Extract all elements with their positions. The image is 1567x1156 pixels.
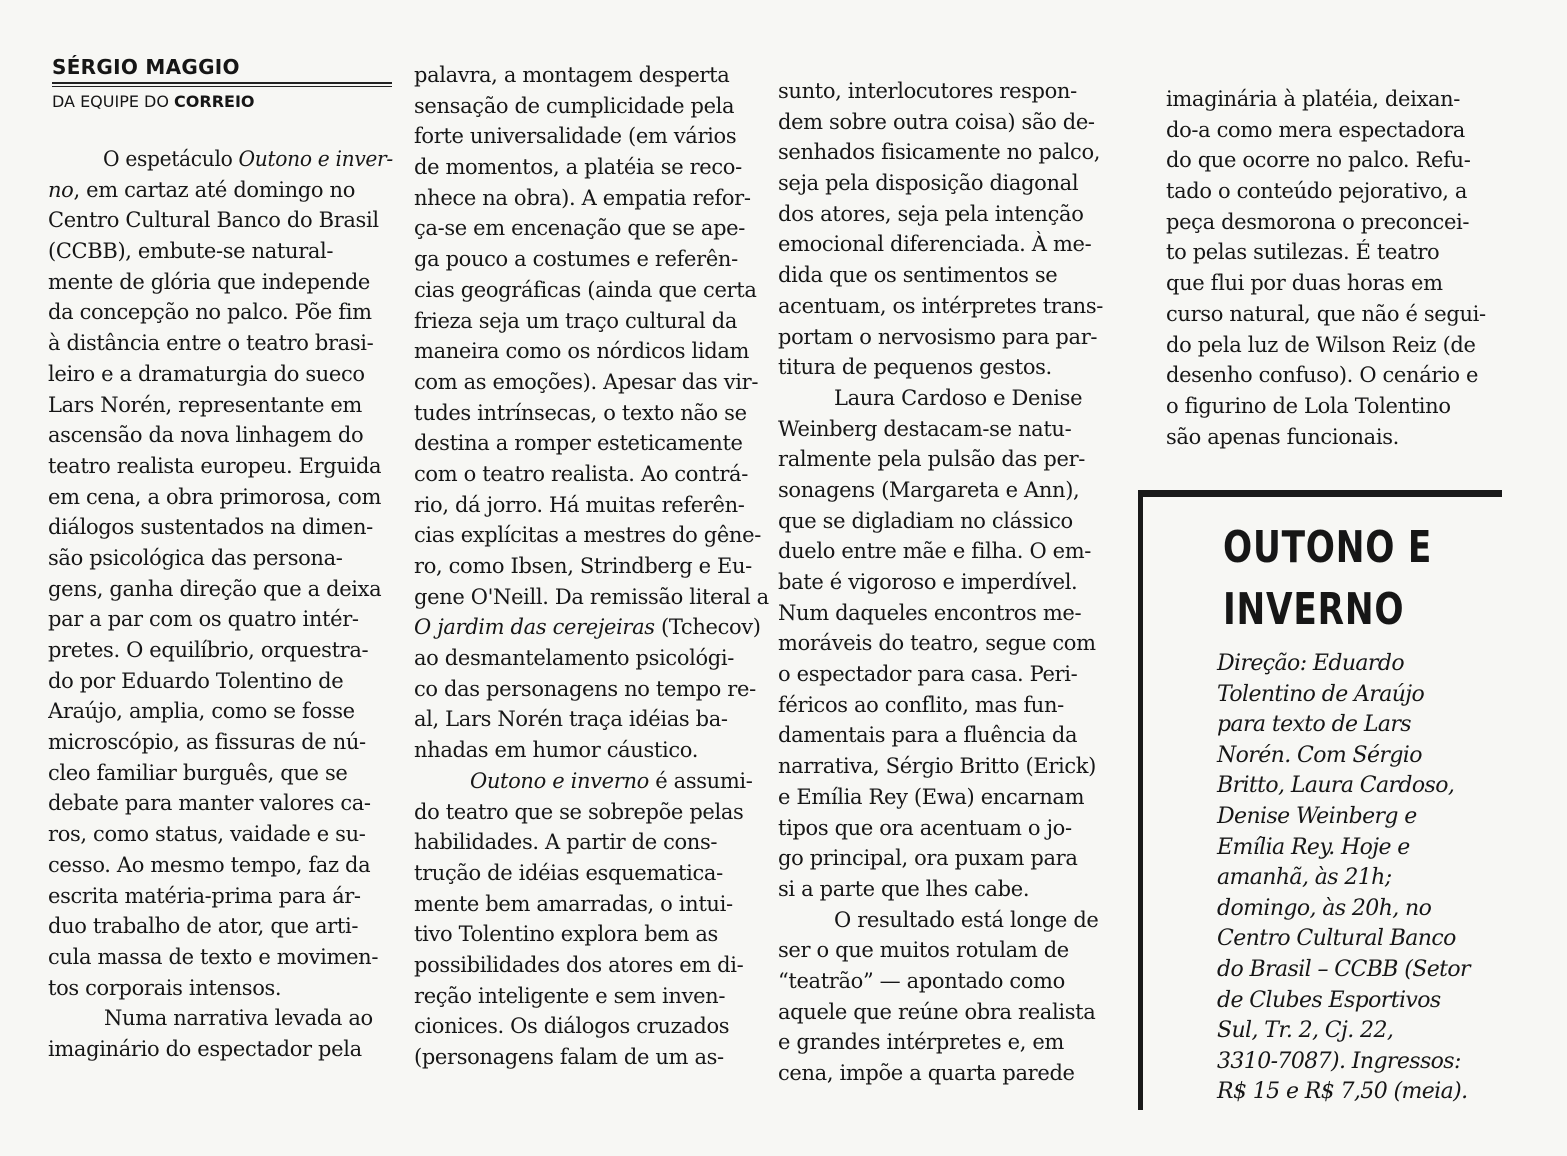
article-text: acentuam, os intérpretes trans- bbox=[778, 293, 1103, 318]
article-text: reção inteligente e sem inven- bbox=[414, 983, 726, 1008]
article-line bbox=[778, 720, 1138, 751]
article-line bbox=[48, 390, 393, 421]
article-text: e grandes intérpretes e, em bbox=[778, 1030, 1064, 1055]
byline-divider bbox=[52, 82, 392, 87]
article-line bbox=[1166, 84, 1516, 115]
article-line bbox=[778, 1058, 1138, 1089]
article-text: do por Eduardo Tolentino de bbox=[48, 668, 344, 693]
article-line bbox=[414, 889, 771, 920]
article-text: palavra, a montagem desperta bbox=[414, 63, 730, 87]
article-text: cias explícitas a mestres do gêne- bbox=[414, 523, 761, 548]
article-text: que se digladiam no clássico bbox=[778, 508, 1073, 533]
article-line bbox=[778, 659, 1138, 690]
article-line bbox=[778, 874, 1138, 905]
article-text: do teatro que se sobrepõe pelas bbox=[414, 799, 744, 824]
article-line bbox=[48, 574, 393, 605]
article-text: Weinberg destacam-se natu- bbox=[778, 416, 1072, 441]
article-line bbox=[48, 175, 393, 206]
article-line bbox=[48, 758, 393, 789]
article-text: sunto, interlocutores respon- bbox=[778, 79, 1077, 103]
article-text: à distância entre o teatro brasi- bbox=[48, 331, 374, 356]
article-italic-text: O jardim das cerejeiras bbox=[414, 615, 655, 640]
article-line bbox=[414, 490, 771, 521]
article-line bbox=[414, 183, 771, 214]
article-text: e Emília Rey (Ewa) encarnam bbox=[778, 784, 1085, 809]
article-text: ascensão da nova linhagem do bbox=[48, 423, 364, 448]
article-line bbox=[414, 152, 771, 183]
article-text: nhadas em humor cáustico. bbox=[414, 738, 699, 763]
article-line bbox=[414, 91, 771, 122]
article-line bbox=[778, 107, 1138, 138]
article-line bbox=[414, 919, 771, 950]
article-line bbox=[1166, 145, 1516, 176]
article-line bbox=[778, 76, 1138, 107]
article-line bbox=[414, 858, 771, 889]
article-text: trução de idéias esquematica- bbox=[414, 860, 723, 885]
article-line bbox=[48, 696, 393, 727]
info-box-line: R$ 15 e R$ 7,50 (meia). bbox=[1217, 1079, 1468, 1105]
article-text: mente bem amarradas, o intui- bbox=[414, 891, 733, 916]
article-line bbox=[778, 905, 1138, 936]
article-line bbox=[48, 881, 393, 912]
article-text: (personagens falam de um as- bbox=[414, 1045, 724, 1069]
article-italic-text: no bbox=[48, 177, 74, 202]
show-info-box bbox=[1138, 490, 1502, 1110]
article-text: tado o conteúdo pejorativo, a bbox=[1166, 179, 1468, 204]
article-text: são apenas funcionais. bbox=[1166, 424, 1399, 449]
article-text: sensação de cumplicidade pela bbox=[414, 93, 735, 118]
info-box-line: Norén. Com Sérgio bbox=[1217, 742, 1422, 768]
info-box-line: Centro Cultural Banco bbox=[1217, 926, 1456, 952]
article-line bbox=[1166, 207, 1516, 238]
article-text: ro, como Ibsen, Strindberg e Eu- bbox=[414, 554, 752, 578]
article-line bbox=[778, 628, 1138, 659]
article-line bbox=[778, 199, 1138, 230]
article-text: “teatrão” — apontado como bbox=[778, 968, 1065, 993]
article-text: dos atores, seja pela intenção bbox=[778, 201, 1084, 226]
article-text: o figurino de Lola Tolentino bbox=[1166, 393, 1451, 418]
article-text: da concepção no palco. Põe fim bbox=[48, 300, 372, 325]
article-line bbox=[778, 966, 1138, 997]
article-line bbox=[1166, 299, 1516, 330]
article-text: damentais para a fluência da bbox=[778, 723, 1078, 748]
article-text: ça-se em encenação que se ape- bbox=[414, 216, 745, 241]
article-line bbox=[48, 359, 393, 390]
article-text: destina a romper esteticamente bbox=[414, 431, 743, 456]
article-text: possibilidades dos atores em di- bbox=[414, 952, 744, 977]
info-box-line: 3310-7087). Ingressos: bbox=[1217, 1048, 1461, 1074]
article-text: cesso. Ao mesmo tempo, faz da bbox=[48, 852, 371, 877]
article-line bbox=[1166, 115, 1516, 146]
info-box-title-line: OUTONO E bbox=[1223, 522, 1433, 573]
article-text: O resultado está longe de bbox=[834, 907, 1099, 932]
article-line bbox=[414, 336, 771, 367]
info-box-line: amanhã, às 21h; bbox=[1217, 865, 1392, 891]
article-line bbox=[778, 567, 1138, 598]
article-line bbox=[48, 604, 393, 635]
article-line bbox=[778, 935, 1138, 966]
article-text: em cena, a obra primorosa, com bbox=[48, 484, 382, 509]
info-box-title bbox=[1223, 517, 1432, 641]
article-text: ros, como status, vaidade e su- bbox=[48, 822, 366, 847]
info-box-line: do Brasil – CCBB (Setor bbox=[1217, 956, 1470, 982]
article-line bbox=[1166, 237, 1516, 268]
info-box-line: Denise Weinberg e bbox=[1217, 803, 1417, 829]
article-line bbox=[778, 444, 1138, 475]
article-text: gens, ganha direção que a deixa bbox=[48, 576, 382, 601]
article-line bbox=[414, 643, 771, 674]
article-line bbox=[778, 137, 1138, 168]
team-prefix: DA EQUIPE DO bbox=[52, 92, 175, 111]
article-text: duelo entre mãe e filha. O em- bbox=[778, 539, 1092, 564]
article-line bbox=[1166, 360, 1516, 391]
article-text: par a par com os quatro intér- bbox=[48, 607, 359, 632]
article-text: cias geográficas (ainda que certa bbox=[414, 277, 757, 302]
article-italic-text: Outono e inverno bbox=[470, 768, 649, 793]
article-line bbox=[778, 690, 1138, 721]
article-text: sonagens (Margareta e Ann), bbox=[778, 477, 1080, 502]
article-text: teatro realista europeu. Erguida bbox=[48, 453, 382, 478]
article-line bbox=[778, 475, 1138, 506]
article-text: Laura Cardoso e Denise bbox=[834, 385, 1083, 410]
article-line bbox=[48, 543, 393, 574]
article-line bbox=[48, 1003, 393, 1034]
article-text: senhados fisicamente no palco, bbox=[778, 140, 1101, 165]
article-text: diálogos sustentados na dimen- bbox=[48, 515, 373, 540]
article-line bbox=[414, 459, 771, 490]
info-box-line: para texto de Lars bbox=[1217, 712, 1411, 738]
article-line bbox=[778, 813, 1138, 844]
article-text: Centro Cultural Banco do Brasil bbox=[48, 208, 379, 233]
article-line bbox=[1166, 391, 1516, 422]
article-line bbox=[414, 612, 771, 643]
article-text: com o teatro realista. Ao contrá- bbox=[414, 461, 748, 486]
article-line bbox=[48, 788, 393, 819]
article-line bbox=[778, 782, 1138, 813]
article-line bbox=[778, 536, 1138, 567]
article-line bbox=[48, 850, 393, 881]
article-line bbox=[414, 244, 771, 275]
article-line bbox=[414, 797, 771, 828]
info-box-line: domingo, às 20h, no bbox=[1217, 895, 1432, 921]
info-box-title-line: INVERNO bbox=[1223, 584, 1405, 635]
article-line bbox=[414, 674, 771, 705]
article-line bbox=[48, 512, 393, 543]
article-line bbox=[778, 229, 1138, 260]
article-line bbox=[778, 168, 1138, 199]
article-text: ralmente pela pulsão das per- bbox=[778, 447, 1086, 472]
article-text: frieza seja um traço cultural da bbox=[414, 308, 737, 333]
article-line bbox=[414, 950, 771, 981]
article-text: de momentos, a platéia se reco- bbox=[414, 155, 742, 180]
article-text: narrativa, Sérgio Britto (Erick) bbox=[778, 754, 1097, 779]
article-text: com as emoções). Apesar das vir- bbox=[414, 369, 759, 394]
article-text: aquele que reúne obra realista bbox=[778, 999, 1096, 1024]
article-line bbox=[778, 291, 1138, 322]
article-text: go principal, ora puxam para bbox=[778, 846, 1078, 871]
article-line bbox=[778, 751, 1138, 782]
article-text: habilidades. A partir de cons- bbox=[414, 830, 718, 855]
article-line bbox=[414, 704, 771, 735]
article-column-4 bbox=[1166, 84, 1516, 452]
article-text: seja pela disposição diagonal bbox=[778, 171, 1079, 196]
article-text: , em cartaz até domingo no bbox=[73, 177, 355, 202]
article-line bbox=[778, 598, 1138, 629]
article-text: mente de glória que independe bbox=[48, 269, 371, 294]
article-line bbox=[48, 267, 393, 298]
article-text: do que ocorre no palco. Refu- bbox=[1166, 148, 1471, 173]
article-text: microscópio, as fissuras de nú- bbox=[48, 730, 366, 755]
article-line bbox=[414, 827, 771, 858]
article-text: forte universalidade (em vários bbox=[414, 124, 737, 149]
article-text: imaginária à platéia, deixan- bbox=[1166, 87, 1461, 111]
article-line bbox=[48, 973, 393, 1004]
article-text: cionices. Os diálogos cruzados bbox=[414, 1014, 730, 1039]
article-text: tudes intrínsecas, o texto não se bbox=[414, 400, 747, 425]
article-text: do pela luz de Wilson Reiz (de bbox=[1166, 332, 1476, 357]
article-line bbox=[414, 520, 771, 551]
article-text: (CCBB), embute-se natural- bbox=[48, 239, 334, 264]
article-text: que flui por duas horas em bbox=[1166, 271, 1443, 296]
article-text: tos corporais intensos. bbox=[48, 975, 282, 1000]
article-text: cleo familiar burguês, que se bbox=[48, 760, 348, 785]
article-line bbox=[48, 328, 393, 359]
article-line bbox=[778, 1027, 1138, 1058]
article-line bbox=[414, 428, 771, 459]
article-text: al, Lars Norén traça idéias ba- bbox=[414, 707, 728, 732]
article-line bbox=[48, 236, 393, 267]
info-box-line: Britto, Laura Cardoso, bbox=[1217, 773, 1455, 799]
article-text: gene O'Neill. Da remissão literal a bbox=[414, 584, 769, 609]
article-text: tivo Tolentino explora bem as bbox=[414, 922, 718, 947]
article-text: Lars Norén, representante em bbox=[48, 392, 362, 417]
article-line bbox=[48, 819, 393, 850]
article-line bbox=[414, 766, 771, 797]
info-box-line: Sul, Tr. 2, Cj. 22, bbox=[1217, 1018, 1394, 1044]
article-text: si a parte que lhes cabe. bbox=[778, 876, 1030, 901]
article-text: nhece na obra). A empatia refor- bbox=[414, 185, 751, 210]
article-line bbox=[778, 414, 1138, 445]
info-box-line: de Clubes Esportivos bbox=[1217, 987, 1441, 1013]
article-line bbox=[778, 260, 1138, 291]
article-text: ao desmantelamento psicológi- bbox=[414, 646, 734, 671]
article-line bbox=[778, 352, 1138, 383]
article-line bbox=[414, 398, 771, 429]
article-text: Araújo, amplia, como se fosse bbox=[48, 699, 355, 724]
byline bbox=[52, 54, 392, 115]
article-line bbox=[414, 1011, 771, 1042]
article-line bbox=[414, 121, 771, 152]
author-team bbox=[52, 89, 392, 115]
article-line bbox=[414, 551, 771, 582]
article-column-1 bbox=[48, 144, 393, 1065]
article-line bbox=[778, 383, 1138, 414]
article-text: rio, dá jorro. Há muitas referên- bbox=[414, 492, 745, 517]
article-text: co das personagens no tempo re- bbox=[414, 676, 756, 701]
article-text: desenho confuso). O cenário e bbox=[1166, 363, 1479, 388]
info-box-details bbox=[1217, 649, 1507, 1108]
article-line bbox=[48, 1034, 393, 1065]
article-text: to pelas sutilezas. É teatro bbox=[1166, 240, 1440, 265]
info-box-line: Emília Rey. Hoje e bbox=[1217, 834, 1410, 860]
article-line bbox=[414, 735, 771, 766]
article-text: moráveis do teatro, segue com bbox=[778, 631, 1096, 656]
info-box-line: Tolentino de Araújo bbox=[1217, 681, 1425, 707]
article-text: Num daqueles encontros me- bbox=[778, 600, 1082, 625]
article-line bbox=[48, 635, 393, 666]
article-italic-text: Outono e inver- bbox=[238, 147, 393, 171]
article-text: O espetáculo bbox=[102, 147, 239, 171]
article-text: o espectador para casa. Peri- bbox=[778, 662, 1078, 687]
article-line bbox=[414, 275, 771, 306]
article-line bbox=[1166, 176, 1516, 207]
article-line bbox=[48, 205, 393, 236]
article-line bbox=[48, 482, 393, 513]
article-line bbox=[1166, 422, 1516, 453]
article-line bbox=[778, 506, 1138, 537]
article-text: emocional diferenciada. À me- bbox=[778, 232, 1092, 257]
article-text: imaginário do espectador pela bbox=[48, 1036, 362, 1061]
article-line bbox=[48, 666, 393, 697]
article-text: leiro e a dramaturgia do sueco bbox=[48, 361, 365, 386]
article-line bbox=[414, 367, 771, 398]
article-text: é assumi- bbox=[648, 768, 753, 793]
article-text: dem sobre outra coisa) são de- bbox=[778, 109, 1095, 134]
article-line bbox=[414, 981, 771, 1012]
article-line bbox=[778, 843, 1138, 874]
article-text: titura de pequenos gestos. bbox=[778, 355, 1052, 380]
team-name: CORREIO bbox=[174, 92, 255, 111]
article-text: portam o nervosismo para par- bbox=[778, 324, 1098, 349]
article-text: curso natural, que não é segui- bbox=[1166, 301, 1486, 326]
article-text: dida que os sentimentos se bbox=[778, 263, 1058, 288]
article-column-3 bbox=[778, 76, 1138, 1089]
article-line bbox=[414, 306, 771, 337]
article-text: são psicológica das persona- bbox=[48, 545, 343, 570]
article-text: escrita matéria-prima para ár- bbox=[48, 883, 361, 908]
article-text: tipos que ora acentuam o jo- bbox=[778, 815, 1072, 840]
article-text: peça desmorona o preconcei- bbox=[1166, 209, 1470, 234]
article-text: duo trabalho de ator, que arti- bbox=[48, 914, 359, 939]
article-line bbox=[414, 60, 771, 91]
article-column-2 bbox=[414, 60, 771, 1073]
article-line bbox=[1166, 268, 1516, 299]
article-line bbox=[48, 911, 393, 942]
article-line bbox=[48, 942, 393, 973]
info-box-line: Direção: Eduardo bbox=[1217, 651, 1404, 676]
article-text: maneira como os nórdicos lidam bbox=[414, 339, 750, 364]
article-text: pretes. O equilíbrio, orquestra- bbox=[48, 638, 369, 662]
author-name: SÉRGIO MAGGIO bbox=[52, 55, 240, 79]
article-text: debate para manter valores ca- bbox=[48, 791, 371, 816]
article-text: Numa narrativa levada ao bbox=[104, 1006, 373, 1031]
article-line bbox=[414, 213, 771, 244]
article-text: ser o que muitos rotulam de bbox=[778, 938, 1069, 963]
article-text: do-a como mera espectadora bbox=[1166, 117, 1465, 142]
article-line bbox=[48, 297, 393, 328]
article-text: féricos ao conflito, mas fun- bbox=[778, 692, 1064, 717]
article-line bbox=[414, 1042, 771, 1073]
article-text: cula massa de texto e movimen- bbox=[48, 944, 379, 969]
article-line bbox=[48, 451, 393, 482]
article-text: cena, impõe a quarta parede bbox=[778, 1061, 1075, 1085]
article-line bbox=[778, 322, 1138, 353]
article-line bbox=[48, 420, 393, 451]
article-line bbox=[48, 144, 393, 175]
article-text: (Tchecov) bbox=[654, 615, 761, 640]
article-line bbox=[414, 582, 771, 613]
article-text: ga pouco a costumes e referên- bbox=[414, 247, 738, 272]
article-line bbox=[1166, 330, 1516, 361]
article-text: bate é vigoroso e imperdível. bbox=[778, 570, 1078, 594]
article-line bbox=[778, 997, 1138, 1028]
article-line bbox=[48, 727, 393, 758]
